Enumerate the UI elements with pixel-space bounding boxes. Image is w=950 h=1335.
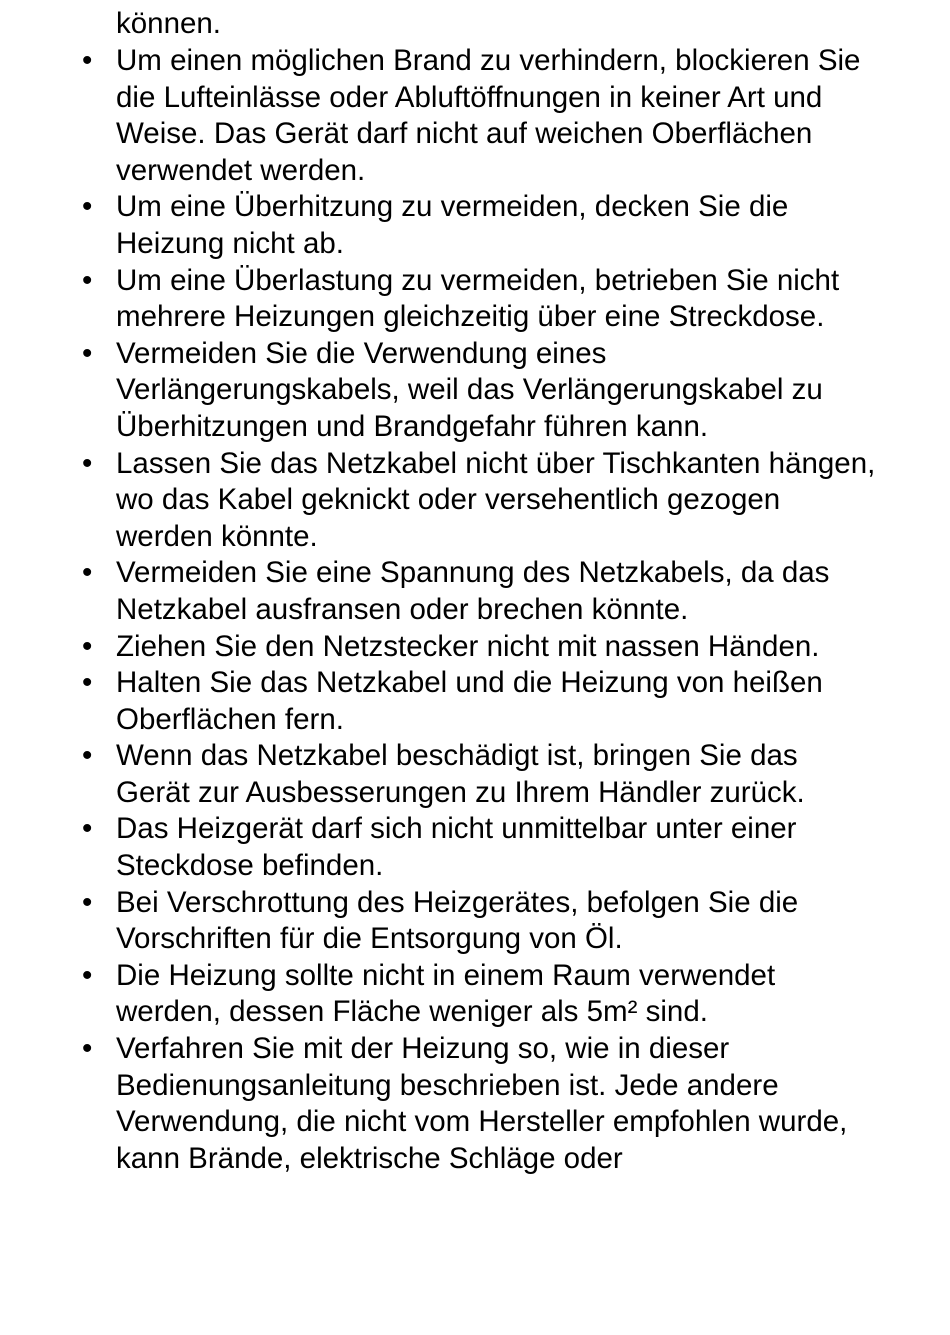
list-item	[0, 43, 876, 189]
list-item	[0, 958, 876, 1031]
list-item	[0, 336, 876, 446]
list-item-text: Vermeiden Sie die Verwendung eines Verlängerungskabels, weil das Verlängerungskabel zu Überhitzungen und Brandgefahr führen kann.	[116, 336, 823, 443]
list-item	[0, 629, 876, 666]
safety-instructions-list	[0, 43, 950, 1177]
bullet-icon: •	[82, 739, 93, 773]
list-item-text: Lassen Sie das Netzkabel nicht über Tischkanten hängen, wo das Kabel geknickt oder versehentlich gezogen werden könnte.	[116, 446, 876, 553]
bullet-icon: •	[82, 1032, 93, 1066]
bullet-icon: •	[82, 812, 93, 846]
list-item-text: Bei Verschrottung des Heizgerätes, befolgen Sie die Vorschriften für die Entsorgung von Öl.	[116, 885, 799, 956]
bullet-icon: •	[82, 556, 93, 590]
list-item-text: Um eine Überhitzung zu vermeiden, decken Sie die Heizung nicht ab.	[116, 190, 789, 260]
bullet-icon: •	[82, 629, 93, 663]
continuation-text: können.	[116, 7, 221, 40]
list-item	[0, 665, 876, 738]
bullet-icon: •	[82, 263, 93, 297]
list-item-text: Um eine Überlastung zu vermeiden, betrieben Sie nicht mehrere Heizungen gleichzeitig über eine Streckdose.	[116, 263, 840, 334]
bullet-icon: •	[82, 190, 93, 224]
list-item-text: Ziehen Sie den Netzstecker nicht mit nassen Händen.	[116, 629, 820, 663]
list-item	[0, 446, 876, 556]
list-item	[0, 263, 876, 336]
list-item	[0, 1031, 876, 1177]
bullet-icon: •	[82, 44, 93, 77]
list-item-text: Die Heizung sollte nicht in einem Raum verwendet werden, dessen Fläche weniger als 5m² sind.	[116, 958, 776, 1029]
list-item-text: Um einen möglichen Brand zu verhindern, blockieren Sie die Lufteinlässe oder Abluftöffnungen in keiner Art und Weise. Das Gerät darf nicht auf weichen Oberflächen verwendet werden.	[116, 44, 861, 187]
bullet-icon: •	[82, 336, 93, 370]
list-item-text: Halten Sie das Netzkabel und die Heizung von heißen Oberflächen fern.	[116, 666, 823, 736]
list-item-text: Das Heizgerät darf sich nicht unmittelbar unter einer Steckdose befinden.	[116, 812, 797, 883]
bullet-icon: •	[82, 446, 93, 480]
list-item	[0, 738, 876, 811]
list-item	[0, 189, 876, 262]
list-item	[0, 555, 876, 628]
list-item	[0, 811, 876, 884]
bullet-icon: •	[82, 666, 93, 700]
list-item-text: Verfahren Sie mit der Heizung so, wie in dieser Bedienungsanleitung beschrieben ist. Jede andere Verwendung, die nicht vom Hersteller empfohlen wurde, kann Brände, elektrische Schläge oder	[116, 1032, 848, 1175]
bullet-icon: •	[82, 958, 93, 992]
list-item-text: Wenn das Netzkabel beschädigt ist, bringen Sie das Gerät zur Ausbesserungen zu Ihrem Händler zurück.	[116, 739, 805, 809]
list-item-text: Vermeiden Sie eine Spannung des Netzkabels, da das Netzkabel ausfransen oder brechen könnte.	[116, 556, 830, 626]
bullet-icon: •	[82, 885, 93, 919]
list-item	[0, 885, 876, 958]
